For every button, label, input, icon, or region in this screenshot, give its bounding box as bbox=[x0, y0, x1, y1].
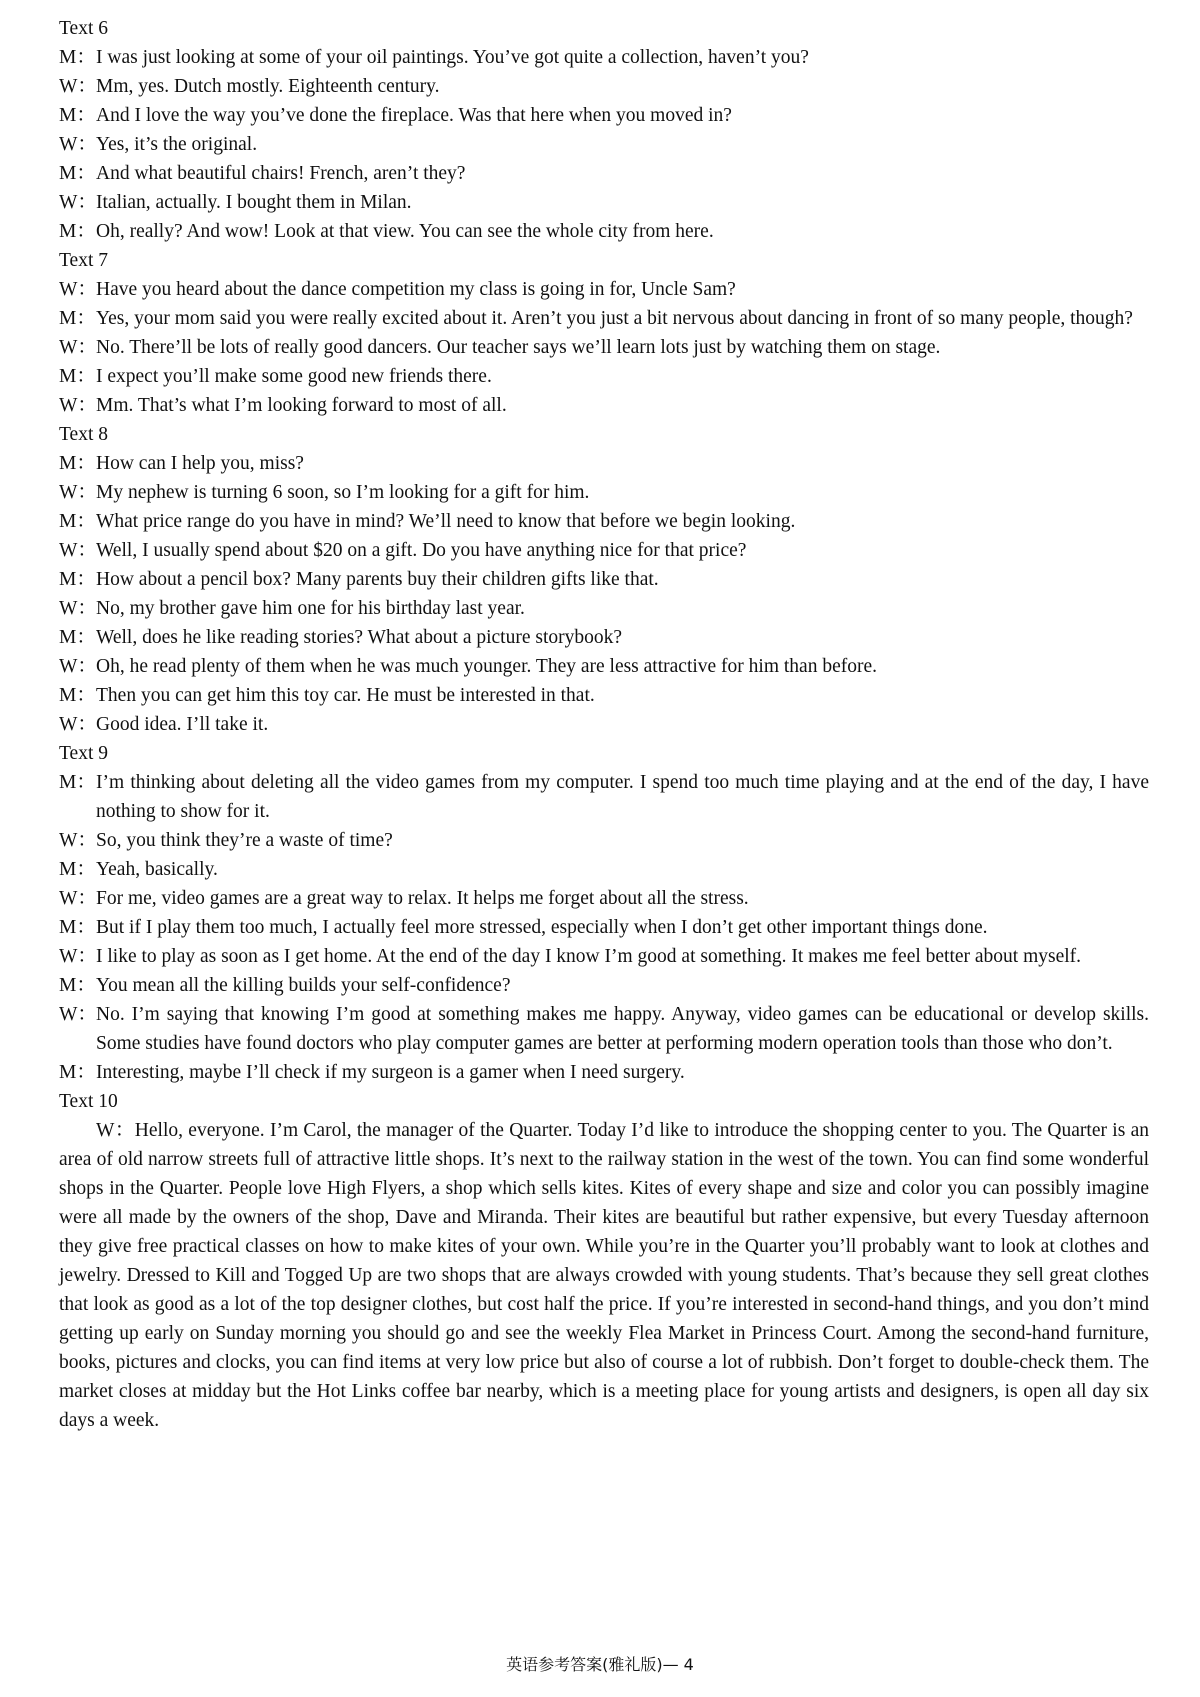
dialogue-line bbox=[59, 768, 1149, 826]
dialogue-text: What price range do you have in mind? We’ll need to know that before we begin looking. bbox=[96, 511, 796, 532]
dialogue-text: No. I’m saying that knowing I’m good at something makes me happy. Anyway, video games can be educational or develop skills. Some studies have found doctors who play computer games are better at performing modern operation tools than those who don’t. bbox=[96, 1004, 1149, 1054]
speaker-label: M： bbox=[59, 163, 96, 184]
dialogue-text: No. There’ll be lots of really good dancers. Our teacher says we’ll learn lots just by watching them on stage. bbox=[96, 337, 941, 358]
dialogue-text: Italian, actually. I bought them in Milan. bbox=[96, 192, 412, 213]
monologue-paragraph bbox=[59, 1116, 1149, 1435]
dialogue-text: I like to play as soon as I get home. At the end of the day I know I’m good at something. It makes me feel better about myself. bbox=[96, 946, 1082, 967]
dialogue-line bbox=[59, 971, 1149, 1000]
dialogue-text: You mean all the killing builds your self-confidence? bbox=[96, 975, 511, 996]
speaker-label: W： bbox=[59, 1004, 97, 1025]
dialogue-line bbox=[59, 942, 1149, 971]
dialogue-text: Yes, it’s the original. bbox=[96, 134, 258, 155]
dialogue-text: How can I help you, miss? bbox=[96, 453, 304, 474]
dialogue-text: Have you heard about the dance competition my class is going in for, Uncle Sam? bbox=[96, 279, 736, 300]
speaker-label: W： bbox=[59, 482, 97, 503]
dialogue-line bbox=[59, 43, 1149, 72]
dialogue-text: Oh, really? And wow! Look at that view. You can see the whole city from here. bbox=[96, 221, 714, 242]
dialogue-text: So, you think they’re a waste of time? bbox=[96, 830, 393, 851]
speaker-label: W： bbox=[59, 134, 97, 155]
speaker-label: W： bbox=[59, 598, 97, 619]
text-9-section bbox=[59, 739, 1149, 1087]
speaker-label: M： bbox=[59, 627, 96, 648]
dialogue-line bbox=[59, 826, 1149, 855]
dialogue-text: Mm, yes. Dutch mostly. Eighteenth century. bbox=[96, 76, 440, 97]
dialogue-text: Well, does he like reading stories? What about a picture storybook? bbox=[96, 627, 623, 648]
speaker-label: M： bbox=[59, 569, 96, 590]
dialogue-text: Oh, he read plenty of them when he was much younger. They are less attractive for him than before. bbox=[96, 656, 877, 677]
dialogue-line bbox=[59, 304, 1149, 333]
dialogue-line bbox=[59, 478, 1149, 507]
dialogue-text: I was just looking at some of your oil paintings. You’ve got quite a collection, haven’t you? bbox=[96, 47, 809, 68]
dialogue-text: I’m thinking about deleting all the video games from my computer. I spend too much time playing and at the end of the day, I have nothing to show for it. bbox=[96, 772, 1149, 822]
section-title: Text 6 bbox=[59, 18, 108, 39]
dialogue-line bbox=[59, 1058, 1149, 1087]
speaker-label: M： bbox=[59, 917, 96, 938]
dialogue-text: No, my brother gave him one for his birthday last year. bbox=[96, 598, 525, 619]
dialogue-text: Well, I usually spend about $20 on a gift. Do you have anything nice for that price? bbox=[96, 540, 747, 561]
section-title: Text 7 bbox=[59, 250, 108, 271]
dialogue-line bbox=[59, 710, 1149, 739]
dialogue-text: How about a pencil box? Many parents buy their children gifts like that. bbox=[96, 569, 659, 590]
speaker-label: M： bbox=[59, 221, 96, 242]
dialogue-text: Yes, your mom said you were really excited about it. Aren’t you just a bit nervous about dancing in front of so many people, though? bbox=[96, 308, 1133, 329]
dialogue-line bbox=[59, 333, 1149, 362]
dialogue-line bbox=[59, 681, 1149, 710]
dialogue-text: And what beautiful chairs! French, aren’t they? bbox=[96, 163, 466, 184]
speaker-label: M： bbox=[59, 366, 96, 387]
speaker-label: W： bbox=[59, 888, 97, 909]
speaker-label: W： bbox=[59, 337, 97, 358]
monologue-text: Hello, everyone. I’m Carol, the manager of the Quarter. Today I’d like to introduce the shopping center to you. The Quarter is an area of old narrow streets full of attractive little shops. It’s next to the railway station in the west of the town. You can find some wonderful shops in the Quarter. People love High Flyers, a shop which sells kites. Kites of every shape and size and color you can possibly imagine were all made by the owners of the shop, Dave and Miranda. Their kites are beautiful but rather expensive, but every Tuesday afternoon they give free practical classes on how to make kites of your own. While you’re in the Quarter you’ll probably want to look at clothes and jewelry. Dressed to Kill and Togged Up are two shops that are always crowded with young students. That’s because they sell great clothes that look as good as a lot of the top designer clothes, but cost half the price. If you’re interested in second-hand things, and you don’t mind getting up early on Sunday morning you should go and see the weekly Flea Market in Princess Court. Among the second-hand furniture, books, pictures and clocks, you can find items at very low price but also of course a lot of rubbish. Don’t forget to double-check them. The market closes at midday but the Hot Links coffee bar nearby, which is a meeting place for young artists and designers, is open all day six days a week. bbox=[59, 1120, 1150, 1431]
dialogue-text: Yeah, basically. bbox=[96, 859, 218, 880]
speaker-label: M： bbox=[59, 453, 96, 474]
speaker-label: W： bbox=[59, 540, 97, 561]
speaker-label: M： bbox=[59, 1062, 96, 1083]
text-10-section bbox=[59, 1087, 1149, 1435]
speaker-label: M： bbox=[59, 772, 96, 793]
section-title: Text 10 bbox=[59, 1091, 118, 1112]
speaker-label: W： bbox=[59, 76, 97, 97]
speaker-label: W： bbox=[96, 1120, 135, 1141]
dialogue-text: Good idea. I’ll take it. bbox=[96, 714, 269, 735]
dialogue-line bbox=[59, 449, 1149, 478]
dialogue-line bbox=[59, 362, 1149, 391]
dialogue-line bbox=[59, 507, 1149, 536]
speaker-label: M： bbox=[59, 105, 96, 126]
dialogue-line bbox=[59, 594, 1149, 623]
speaker-label: W： bbox=[59, 395, 97, 416]
section-title: Text 9 bbox=[59, 743, 108, 764]
speaker-label: M： bbox=[59, 47, 96, 68]
speaker-label: M： bbox=[59, 308, 96, 329]
dialogue-line bbox=[59, 623, 1149, 652]
dialogue-line bbox=[59, 884, 1149, 913]
dialogue-text: Then you can get him this toy car. He must be interested in that. bbox=[96, 685, 595, 706]
dialogue-line bbox=[59, 217, 1149, 246]
dialogue-line bbox=[59, 913, 1149, 942]
speaker-label: W： bbox=[59, 830, 97, 851]
speaker-label: W： bbox=[59, 656, 97, 677]
speaker-label: M： bbox=[59, 859, 96, 880]
dialogue-line bbox=[59, 536, 1149, 565]
dialogue-line bbox=[59, 275, 1149, 304]
speaker-label: W： bbox=[59, 946, 97, 967]
dialogue-text: For me, video games are a great way to relax. It helps me forget about all the stress. bbox=[96, 888, 749, 909]
document-page bbox=[59, 14, 1149, 1435]
dialogue-line bbox=[59, 188, 1149, 217]
dialogue-line bbox=[59, 101, 1149, 130]
dialogue-text: Mm. That’s what I’m looking forward to most of all. bbox=[96, 395, 507, 416]
speaker-label: W： bbox=[59, 714, 97, 735]
dialogue-text: I expect you’ll make some good new friends there. bbox=[96, 366, 492, 387]
text-7-section bbox=[59, 246, 1149, 420]
dialogue-line bbox=[59, 565, 1149, 594]
dialogue-line bbox=[59, 391, 1149, 420]
dialogue-line bbox=[59, 652, 1149, 681]
text-8-section bbox=[59, 420, 1149, 739]
dialogue-text: And I love the way you’ve done the fireplace. Was that here when you moved in? bbox=[96, 105, 732, 126]
dialogue-line bbox=[59, 1000, 1149, 1058]
section-title: Text 8 bbox=[59, 424, 108, 445]
dialogue-line bbox=[59, 855, 1149, 884]
speaker-label: M： bbox=[59, 685, 96, 706]
dialogue-line bbox=[59, 159, 1149, 188]
speaker-label: M： bbox=[59, 511, 96, 532]
dialogue-text: But if I play them too much, I actually feel more stressed, especially when I don’t get other important things done. bbox=[96, 917, 988, 938]
dialogue-text: Interesting, maybe I’ll check if my surgeon is a gamer when I need surgery. bbox=[96, 1062, 685, 1083]
dialogue-text: My nephew is turning 6 soon, so I’m looking for a gift for him. bbox=[96, 482, 590, 503]
dialogue-line bbox=[59, 130, 1149, 159]
speaker-label: W： bbox=[59, 279, 97, 300]
speaker-label: M： bbox=[59, 975, 96, 996]
text-6-section bbox=[59, 14, 1149, 246]
page-footer: 英语参考答案(雅礼版)— 4 bbox=[506, 1655, 694, 1674]
dialogue-line bbox=[59, 72, 1149, 101]
speaker-label: W： bbox=[59, 192, 97, 213]
